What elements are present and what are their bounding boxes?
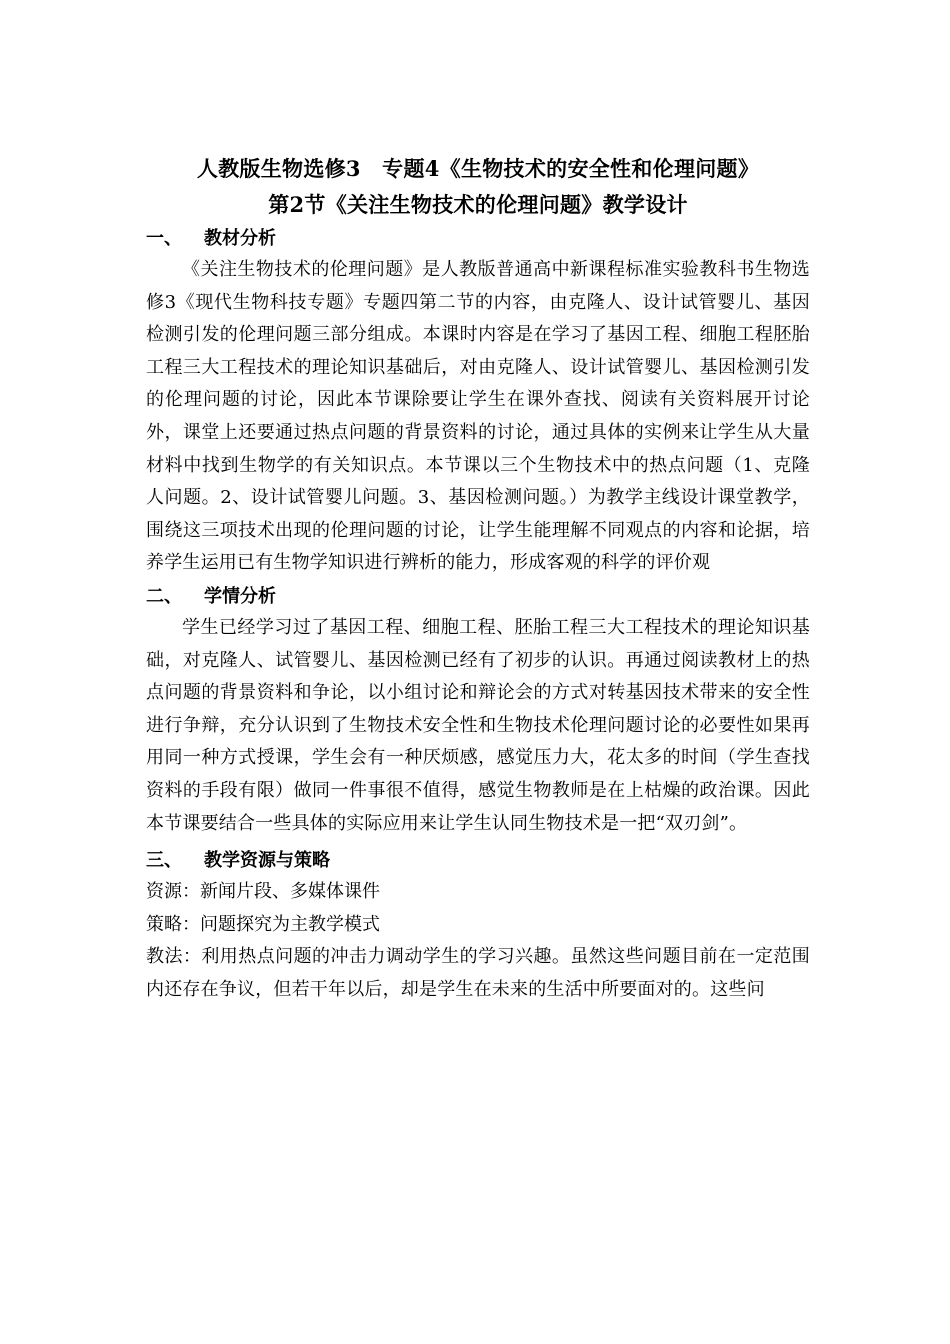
section-heading-2 (146, 582, 810, 612)
section-heading-text: 教材分析 (204, 228, 276, 249)
section-heading-1 (146, 224, 810, 254)
resources-line: 资源：新闻片段、多媒体课件 (146, 881, 380, 903)
section-paragraph-1: 《关注生物技术的伦理问题》是人教版普通高中新课程标准实验教科书生物选修3《现代生物科技专题》专题四第二节的内容，由克隆人、设计试管婴儿、基因检测引发的伦理问题三部分组成。本课时内容是在学习了基因工程、细胞工程胚胎工程三大工程技术的理论知识基础后，对由克隆人、设计试管婴儿、基因检测引发的伦理问题的讨论，因此本节课除要让学生在课外查找、阅读有关资料展开讨论外，课堂上还要通过热点问题的背景资料的讨论，通过具体的实例来让学生从大量材料中找到生物学的有关知识点。本节课以三个生物技术中的热点问题（1、克隆人问题。2、设计试管婴儿问题。3、基因检测问题。）为教学主线设计课堂教学，围绕这三项技术出现的伦理问题的讨论，让学生能理解不同观点的内容和论据，培养学生运用已有生物学知识进行辨析的能力，形成客观的科学的评价观 (146, 259, 810, 574)
section-number: 二、 (146, 585, 182, 607)
section-heading-text: 学情分析 (204, 585, 276, 607)
document-page (146, 146, 810, 1006)
section-number: 三、 (146, 850, 182, 872)
document-title: 人教版生物选修3 专题4《生物技术的安全性和伦理问题》 (196, 156, 760, 181)
document-subtitle: 第2节《关注生物技术的伦理问题》教学设计 (268, 192, 688, 217)
strategy-line: 策略：问题探究为主教学模式 (146, 913, 380, 935)
section-paragraph-2: 学生已经学习过了基因工程、细胞工程、胚胎工程三大工程技术的理论知识基础，对克隆人、试管婴儿、基因检测已经有了初步的认识。再通过阅读教材上的热点问题的背景资料和争论，以小组讨论和辩论会的方式对转基因技术带来的安全性进行争辩，充分认识到了生物技术安全性和生物技术伦理问题讨论的必要性如果再用同一种方式授课，学生会有一种厌烦感，感觉压力大，花太多的时间（学生查找资料的手段有限）做同一件事很不值得，感觉生物教师是在上枯燥的政治课。因此本节课要结合一些具体的实际应用来让学生认同生物技术是一把“双刃剑”。 (146, 616, 810, 834)
method-paragraph: 教法：利用热点问题的冲击力调动学生的学习兴趣。虽然这些问题目前在一定范围内还存在争议，但若干年以后，却是学生在未来的生活中所要面对的。这些问 (146, 946, 810, 1000)
section-heading-3 (146, 846, 810, 876)
section-number: 一、 (146, 228, 182, 249)
section-heading-text: 教学资源与策略 (204, 850, 330, 872)
